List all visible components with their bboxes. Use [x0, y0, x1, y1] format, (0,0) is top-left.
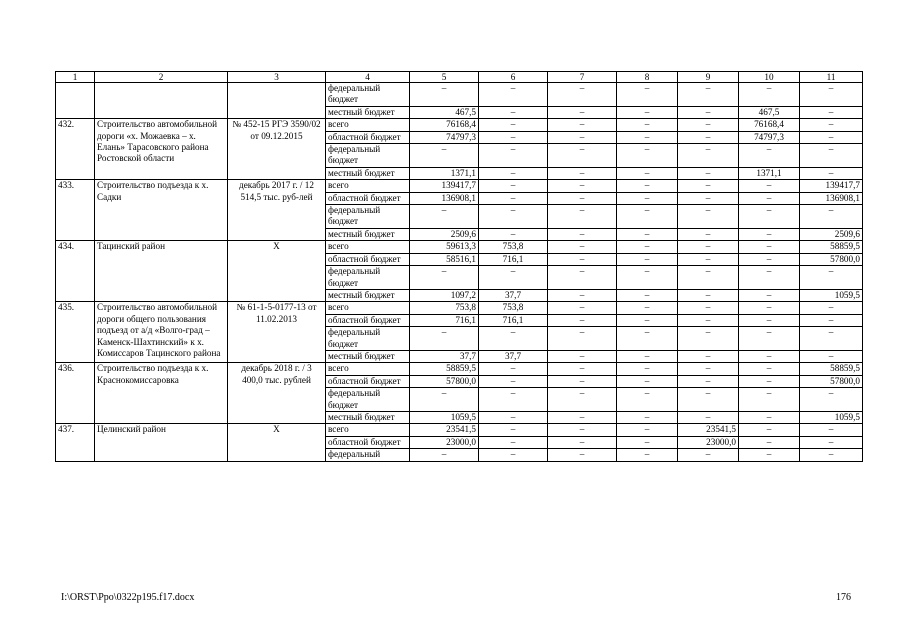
amount-cell: – [479, 192, 548, 204]
funding-source: областной бюджет [326, 314, 410, 326]
table-row [56, 424, 863, 436]
amount-cell: – [739, 144, 800, 168]
funding-source: областной бюджет [326, 192, 410, 204]
amount-cell: – [479, 131, 548, 143]
amount-cell: – [800, 106, 863, 118]
amount-cell: – [617, 449, 678, 461]
amount-cell: 1371,1 [739, 167, 800, 179]
amount-cell: – [548, 106, 617, 118]
amount-cell: 1059,5 [800, 411, 863, 423]
amount-cell: – [739, 266, 800, 290]
amount-cell: – [800, 436, 863, 448]
amount-cell: – [410, 449, 479, 461]
item-number: 435. [56, 302, 95, 363]
amount-cell: 2509,6 [410, 228, 479, 240]
amount-cell: – [617, 302, 678, 314]
funding-source: федеральный бюджет [326, 388, 410, 412]
amount-cell: – [678, 241, 739, 253]
item-number: 434. [56, 241, 95, 302]
amount-cell: – [739, 424, 800, 436]
object-name: Строительство подъезда к х. Краснокомиссаровка [95, 363, 228, 424]
object-name: Строительство автомобильной дороги общего пользования подъезд от а/д «Волго-град – Каменск-Шахтинский» к х. Комиссаров Тацинского района [95, 302, 228, 363]
funding-source: местный бюджет [326, 289, 410, 301]
amount-cell: – [617, 167, 678, 179]
amount-cell: – [739, 253, 800, 265]
amount-cell: – [617, 266, 678, 290]
document-info: Х [228, 424, 326, 461]
header-cell: 6 [479, 72, 548, 83]
amount-cell: – [479, 388, 548, 412]
amount-cell: – [800, 302, 863, 314]
amount-cell: – [678, 388, 739, 412]
amount-cell: – [617, 350, 678, 362]
amount-cell: – [617, 253, 678, 265]
amount-cell: – [617, 241, 678, 253]
amount-cell: 753,8 [479, 302, 548, 314]
item-number: 436. [56, 363, 95, 424]
amount-cell: – [548, 192, 617, 204]
amount-cell: – [800, 449, 863, 461]
amount-cell: 1059,5 [800, 289, 863, 301]
amount-cell: 57800,0 [800, 375, 863, 387]
amount-cell: 716,1 [479, 253, 548, 265]
amount-cell: – [678, 205, 739, 229]
amount-cell: – [548, 424, 617, 436]
header-cell: 8 [617, 72, 678, 83]
amount-cell: – [479, 424, 548, 436]
amount-cell: – [739, 180, 800, 192]
header-row [56, 72, 863, 83]
document-info [228, 83, 326, 119]
amount-cell: – [548, 180, 617, 192]
funding-source: всего [326, 180, 410, 192]
amount-cell: – [678, 180, 739, 192]
funding-source: местный бюджет [326, 350, 410, 362]
amount-cell: – [479, 119, 548, 131]
amount-cell: – [678, 192, 739, 204]
amount-cell: – [678, 131, 739, 143]
amount-cell: 136908,1 [800, 192, 863, 204]
amount-cell: – [617, 119, 678, 131]
amount-cell: 23541,5 [678, 424, 739, 436]
amount-cell: – [678, 289, 739, 301]
amount-cell: 23000,0 [410, 436, 479, 448]
funding-source: всего [326, 241, 410, 253]
item-number: 437. [56, 424, 95, 461]
amount-cell: – [410, 144, 479, 168]
amount-cell: – [548, 411, 617, 423]
amount-cell: 753,8 [410, 302, 479, 314]
amount-cell: – [800, 424, 863, 436]
amount-cell: – [479, 167, 548, 179]
amount-cell: – [800, 119, 863, 131]
amount-cell: – [410, 266, 479, 290]
document-info: № 452-15 РГЭ 3590/02 от 09.12.2015 [228, 119, 326, 180]
amount-cell: – [739, 289, 800, 301]
table-row [56, 241, 863, 253]
amount-cell: – [739, 228, 800, 240]
budget-table [55, 71, 863, 462]
amount-cell: – [678, 106, 739, 118]
amount-cell: 37,7 [479, 350, 548, 362]
amount-cell: – [617, 363, 678, 375]
page-number: 176 [836, 592, 851, 603]
amount-cell: 37,7 [479, 289, 548, 301]
amount-cell: – [410, 327, 479, 351]
document-info: № 61-1-5-0177-13 от 11.02.2013 [228, 302, 326, 363]
amount-cell: – [678, 302, 739, 314]
header-cell: 4 [326, 72, 410, 83]
amount-cell: 59613,3 [410, 241, 479, 253]
amount-cell: – [739, 302, 800, 314]
amount-cell: – [739, 327, 800, 351]
amount-cell: – [410, 388, 479, 412]
amount-cell: – [479, 205, 548, 229]
amount-cell: – [548, 144, 617, 168]
amount-cell: – [739, 350, 800, 362]
item-number [56, 83, 95, 119]
amount-cell: – [479, 106, 548, 118]
amount-cell: – [548, 436, 617, 448]
amount-cell: – [617, 289, 678, 301]
amount-cell: – [617, 180, 678, 192]
amount-cell: – [479, 266, 548, 290]
funding-source: областной бюджет [326, 436, 410, 448]
funding-source: местный бюджет [326, 167, 410, 179]
document-info: Х [228, 241, 326, 302]
amount-cell: 57800,0 [800, 253, 863, 265]
amount-cell: 58516,1 [410, 253, 479, 265]
amount-cell: – [800, 131, 863, 143]
amount-cell: 58859,5 [800, 363, 863, 375]
amount-cell: – [800, 350, 863, 362]
amount-cell: – [678, 314, 739, 326]
amount-cell: – [479, 228, 548, 240]
amount-cell: – [678, 363, 739, 375]
object-name: Целинский район [95, 424, 228, 461]
table-row [56, 180, 863, 192]
amount-cell: – [479, 144, 548, 168]
amount-cell: – [479, 363, 548, 375]
amount-cell: 74797,3 [410, 131, 479, 143]
funding-source: областной бюджет [326, 253, 410, 265]
amount-cell: – [548, 289, 617, 301]
amount-cell: – [617, 205, 678, 229]
amount-cell: – [548, 363, 617, 375]
funding-source: федеральный [326, 449, 410, 461]
amount-cell: – [617, 83, 678, 107]
amount-cell: – [479, 436, 548, 448]
amount-cell: 1371,1 [410, 167, 479, 179]
amount-cell: – [800, 167, 863, 179]
table-row [56, 363, 863, 375]
amount-cell: – [617, 106, 678, 118]
amount-cell: – [479, 449, 548, 461]
amount-cell: – [739, 241, 800, 253]
amount-cell: – [739, 388, 800, 412]
document-info: декабрь 2017 г. / 12 514,5 тыс. руб-лей [228, 180, 326, 241]
amount-cell: – [678, 375, 739, 387]
object-name: Строительство автомобильной дороги «х. Можаевка – х. Елань» Тарасовского района Ростовской области [95, 119, 228, 180]
amount-cell: – [479, 180, 548, 192]
header-cell: 1 [56, 72, 95, 83]
amount-cell: 58859,5 [410, 363, 479, 375]
amount-cell: – [678, 253, 739, 265]
amount-cell: 2509,6 [800, 228, 863, 240]
amount-cell: – [410, 83, 479, 107]
amount-cell: – [548, 205, 617, 229]
amount-cell: 58859,5 [800, 241, 863, 253]
amount-cell: – [678, 144, 739, 168]
amount-cell: – [739, 449, 800, 461]
amount-cell: – [548, 119, 617, 131]
amount-cell: 1097,2 [410, 289, 479, 301]
amount-cell: – [548, 375, 617, 387]
funding-source: местный бюджет [326, 106, 410, 118]
amount-cell: – [739, 363, 800, 375]
amount-cell: – [548, 314, 617, 326]
amount-cell: 139417,7 [410, 180, 479, 192]
header-cell: 10 [739, 72, 800, 83]
amount-cell: – [617, 411, 678, 423]
header-cell: 11 [800, 72, 863, 83]
amount-cell: 716,1 [410, 314, 479, 326]
amount-cell: – [548, 228, 617, 240]
amount-cell: 467,5 [739, 106, 800, 118]
table-row [56, 83, 863, 107]
amount-cell: – [617, 388, 678, 412]
funding-source: местный бюджет [326, 228, 410, 240]
amount-cell: – [479, 411, 548, 423]
amount-cell: – [548, 266, 617, 290]
amount-cell: – [617, 424, 678, 436]
amount-cell: 136908,1 [410, 192, 479, 204]
funding-source: всего [326, 119, 410, 131]
amount-cell: – [800, 205, 863, 229]
amount-cell: 467,5 [410, 106, 479, 118]
table-row [56, 302, 863, 314]
header-cell: 3 [228, 72, 326, 83]
funding-source: федеральный бюджет [326, 266, 410, 290]
amount-cell: – [617, 144, 678, 168]
amount-cell: – [617, 375, 678, 387]
amount-cell: 23000,0 [678, 436, 739, 448]
amount-cell: – [479, 375, 548, 387]
amount-cell: – [548, 327, 617, 351]
amount-cell: – [548, 302, 617, 314]
amount-cell: – [678, 411, 739, 423]
amount-cell: – [678, 327, 739, 351]
object-name [95, 83, 228, 119]
funding-source: областной бюджет [326, 131, 410, 143]
amount-cell: – [678, 119, 739, 131]
funding-source: федеральный бюджет [326, 144, 410, 168]
funding-source: федеральный бюджет [326, 83, 410, 107]
funding-source: областной бюджет [326, 375, 410, 387]
amount-cell: 74797,3 [739, 131, 800, 143]
amount-cell: 37,7 [410, 350, 479, 362]
amount-cell: – [548, 241, 617, 253]
amount-cell: – [678, 350, 739, 362]
amount-cell: – [678, 228, 739, 240]
amount-cell: – [800, 266, 863, 290]
amount-cell: – [739, 375, 800, 387]
amount-cell: – [617, 192, 678, 204]
amount-cell: – [739, 411, 800, 423]
amount-cell: – [548, 131, 617, 143]
amount-cell: 716,1 [479, 314, 548, 326]
amount-cell: 23541,5 [410, 424, 479, 436]
amount-cell: – [617, 131, 678, 143]
header-cell: 5 [410, 72, 479, 83]
amount-cell: – [739, 436, 800, 448]
amount-cell: – [617, 228, 678, 240]
amount-cell: – [678, 167, 739, 179]
amount-cell: – [617, 436, 678, 448]
amount-cell: – [800, 388, 863, 412]
amount-cell: 76168,4 [410, 119, 479, 131]
amount-cell: 753,8 [479, 241, 548, 253]
amount-cell: – [617, 327, 678, 351]
amount-cell: – [739, 314, 800, 326]
amount-cell: – [548, 83, 617, 107]
amount-cell: 1059,5 [410, 411, 479, 423]
header-cell: 9 [678, 72, 739, 83]
item-number: 432. [56, 119, 95, 180]
funding-source: всего [326, 363, 410, 375]
funding-source: всего [326, 424, 410, 436]
amount-cell: – [739, 192, 800, 204]
amount-cell: – [548, 167, 617, 179]
amount-cell: – [800, 144, 863, 168]
amount-cell: – [800, 83, 863, 107]
amount-cell: – [410, 205, 479, 229]
document-info: декабрь 2018 г. / 3 400,0 тыс. рублей [228, 363, 326, 424]
amount-cell: 139417,7 [800, 180, 863, 192]
amount-cell: – [678, 83, 739, 107]
object-name: Строительство подъезда к х. Садки [95, 180, 228, 241]
amount-cell: – [617, 314, 678, 326]
amount-cell: 57800,0 [410, 375, 479, 387]
amount-cell: – [739, 83, 800, 107]
item-number: 433. [56, 180, 95, 241]
funding-source: местный бюджет [326, 411, 410, 423]
amount-cell: – [548, 350, 617, 362]
amount-cell: – [479, 327, 548, 351]
amount-cell: – [800, 327, 863, 351]
funding-source: всего [326, 302, 410, 314]
amount-cell: – [548, 388, 617, 412]
amount-cell: – [548, 253, 617, 265]
amount-cell: – [479, 83, 548, 107]
amount-cell: – [548, 449, 617, 461]
header-cell: 2 [95, 72, 228, 83]
table-row [56, 119, 863, 131]
funding-source: федеральный бюджет [326, 327, 410, 351]
header-cell: 7 [548, 72, 617, 83]
object-name: Тацинский район [95, 241, 228, 302]
funding-source: федеральный бюджет [326, 205, 410, 229]
file-path: I:\ORST\Ppo\0322p195.f17.docx [61, 592, 195, 603]
amount-cell: – [739, 205, 800, 229]
amount-cell: – [678, 266, 739, 290]
amount-cell: 76168,4 [739, 119, 800, 131]
amount-cell: – [800, 314, 863, 326]
amount-cell: – [678, 449, 739, 461]
